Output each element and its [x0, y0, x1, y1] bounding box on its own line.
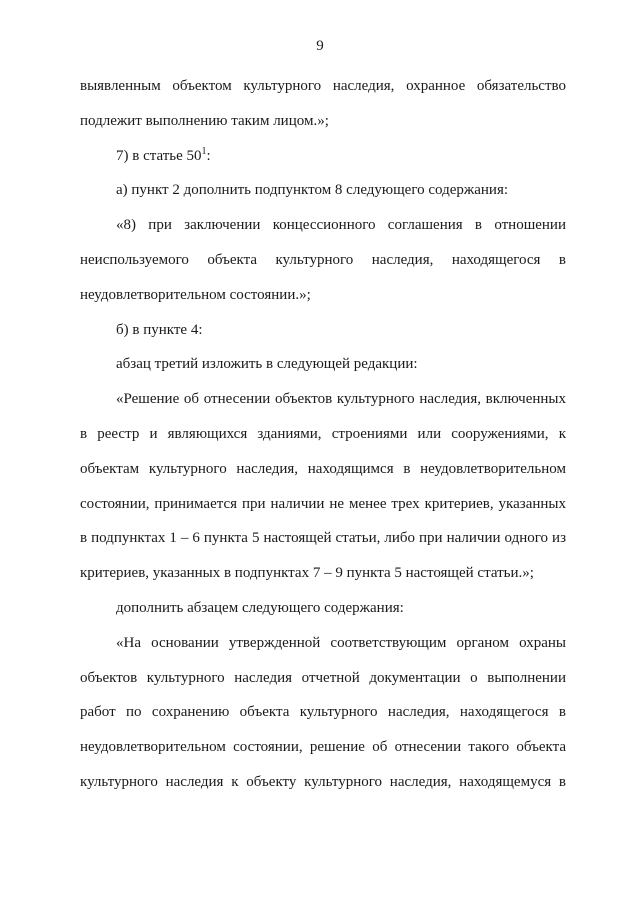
text-line: 7) в статье $50^1$:	[116, 145, 211, 164]
text-line: неудовлетворительном состоянии.»;	[80, 286, 311, 303]
text-line: подлежит выполнению таким лицом.»;	[80, 112, 329, 129]
text-line: выявленным объектом культурного наследия, охранное обязательство	[80, 78, 566, 94]
text-line: «На основании утвержденной соответствующим органом охраны	[116, 634, 566, 651]
text-line: состоянии, принимается при наличии не менее трех критериев, указанных	[80, 495, 566, 512]
document-body	[80, 69, 566, 800]
text-line: дополнить абзацем следующего содержания:	[116, 599, 404, 616]
text-line: объектам культурного наследия, находящимся в неудовлетворительном	[80, 460, 566, 477]
superscript: 1	[201, 145, 207, 157]
text-line: объектов культурного наследия отчетной документации о выполнении	[80, 669, 566, 686]
text-line: в подпунктах 1 – 6 пункта 5 настоящей статьи, либо при наличии одного из	[80, 530, 566, 547]
text-line: «Решение об отнесении объектов культурного наследия, включенных	[116, 391, 566, 408]
text-line: в реестр и являющихся зданиями, строениями или сооружениями, к	[80, 425, 566, 442]
text-line: б) в пункте 4:	[116, 321, 203, 338]
text-line: неудовлетворительном состоянии, решение об отнесении такого объекта	[80, 739, 566, 756]
text-line: абзац третий изложить в следующей редакции:	[116, 356, 418, 373]
text-line: работ по сохранению объекта культурного наследия, находящегося в	[80, 704, 566, 721]
text-line: неиспользуемого объекта культурного наследия, находящегося в	[80, 251, 566, 268]
text-line: критериев, указанных в подпунктах 7 – 9 пункта 5 настоящей статьи.»;	[80, 565, 534, 582]
text-line: культурного наследия к объекту культурного наследия, находящемуся в	[80, 773, 566, 790]
text-line: а) пункт 2 дополнить подпунктом 8 следующего содержания:	[116, 182, 509, 199]
text-line: «8) при заключении концессионного соглашения в отношении	[116, 217, 566, 234]
page-number: 9	[316, 38, 324, 54]
